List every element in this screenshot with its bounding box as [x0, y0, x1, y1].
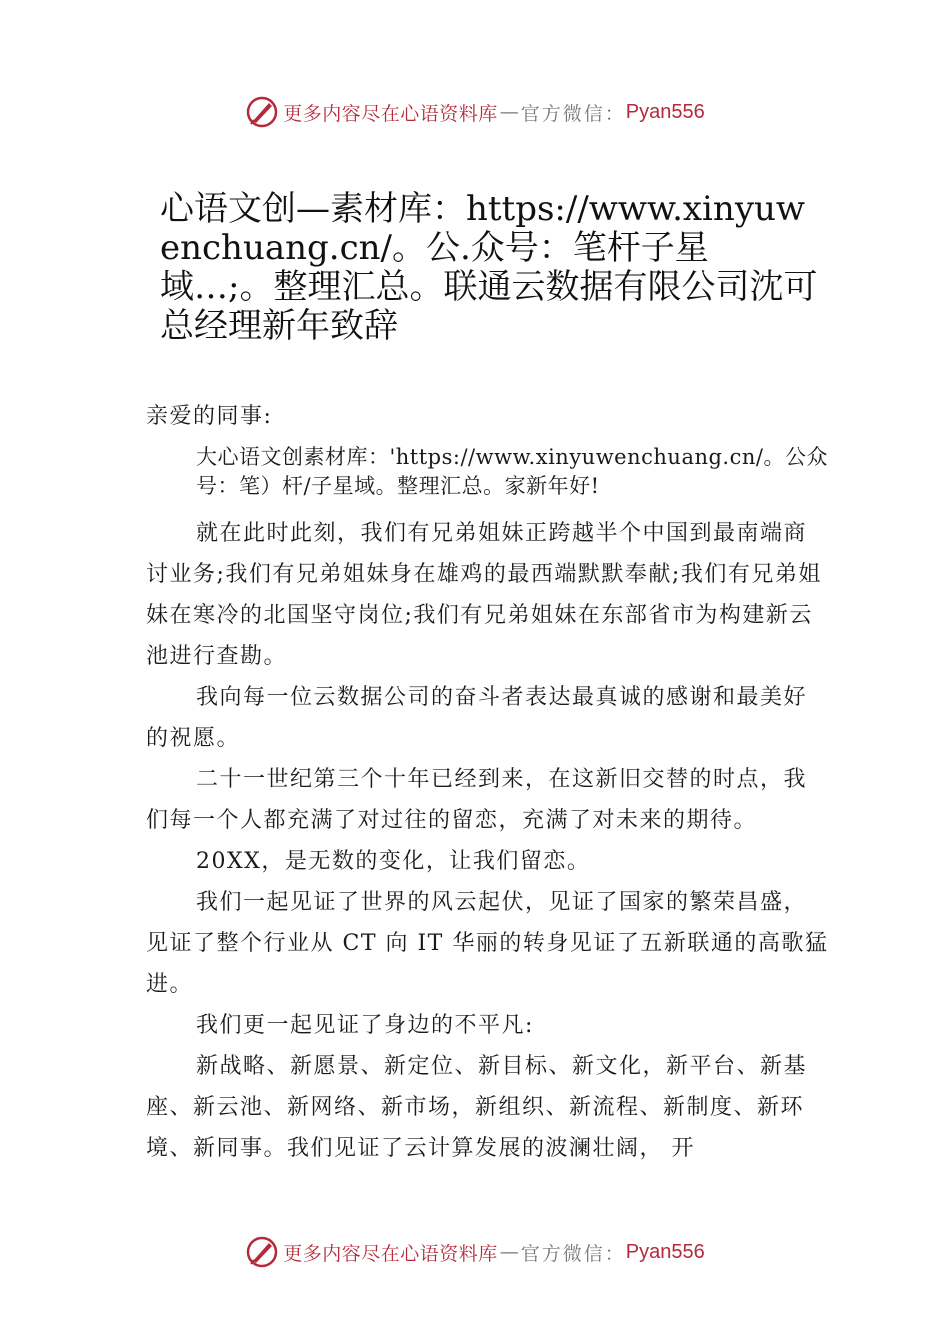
document-title: 心语文创—素材库：https://www.xinyuwenchuang.cn/。公.众号：笔杆子星域…;。整理汇总。联通云数据有限公司沈可总经理新年致辞 [160, 189, 818, 346]
quill-logo-icon [245, 1235, 279, 1269]
paragraph-4: 20XX，是无数的变化，让我们留恋。 [196, 849, 591, 874]
header-banner [0, 92, 950, 132]
banner-text: 更多内容尽在心语资料库 [283, 1242, 498, 1265]
quill-logo-icon [245, 95, 279, 129]
banner-separator: — [499, 101, 519, 123]
banner-wechat-id: Pyan556 [625, 1240, 705, 1263]
banner-wechat-label: 官方微信： [520, 1242, 626, 1265]
banner-wechat-label: 官方微信： [520, 102, 626, 125]
banner-separator: — [499, 1241, 519, 1263]
greeting: 亲爱的同事: [146, 404, 273, 429]
paragraph-6: 我们更一起见证了身边的不平凡: [196, 1013, 534, 1038]
paragraph-7: 新战略、新愿景、新定位、新目标、新文化，新平台、新基座、新云池、新网络、新市场，新组织、新流程、新制度、新环境、新同事。我们见证了云计算发展的波澜壮阔， 开 [146, 1054, 808, 1161]
paragraph-1: 就在此时此刻，我们有兄弟姐妹正跨越半个中国到最南端商讨业务;我们有兄弟姐妹身在雄鸡的最西端默默奉献;我们有兄弟姐妹在寒冷的北国坚守岗位;我们有兄弟姐妹在东部省市为构建新云池进行查勘。 [146, 521, 822, 669]
banner-wechat-id: Pyan556 [625, 100, 705, 123]
paragraph-5: 我们一起见证了世界的风云起伏，见证了国家的繁荣昌盛，见证了整个行业从 CT 向 IT 华丽的转身见证了五新联通的高歌猛进。 [146, 890, 829, 997]
banner-text: 更多内容尽在心语资料库 [283, 102, 498, 125]
document-body [146, 396, 830, 1169]
footer-banner [0, 1232, 950, 1272]
paragraph-3: 二十一世纪第三个十年已经到来，在这新旧交替的时点，我们每一个人都充满了对过往的留恋，充满了对未来的期待。 [146, 767, 808, 833]
paragraph-2: 我向每一位云数据公司的奋斗者表达最真诚的感谢和最美好的祝愿。 [146, 685, 808, 751]
source-note: 大心语文创素材库：'https://www.xinyuwenchuang.cn/。公众号：笔）杆/子星域。整理汇总。家新年好! [196, 445, 828, 498]
